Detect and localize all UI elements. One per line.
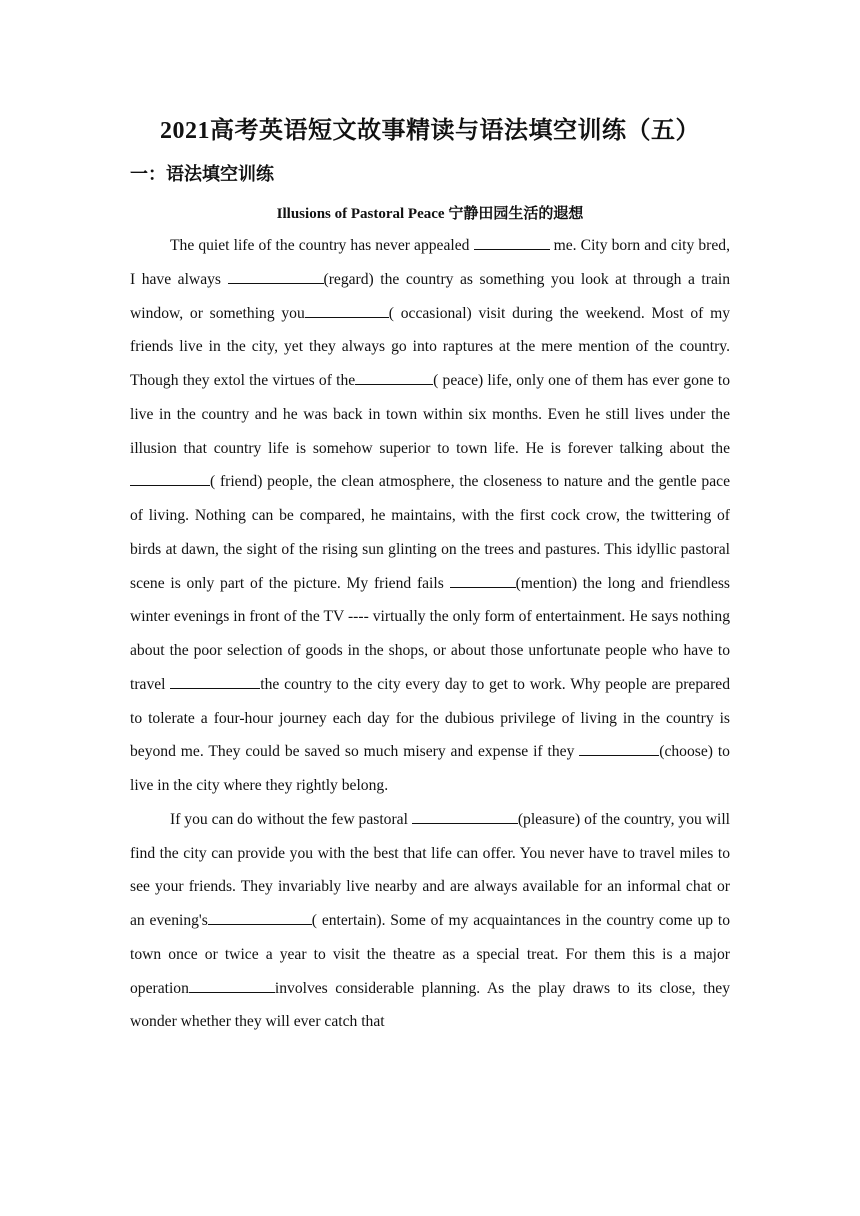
passage-title: Illusions of Pastoral Peace 宁静田园生活的遐想 xyxy=(276,206,584,222)
paragraph xyxy=(130,803,730,1039)
answer-blank[interactable] xyxy=(228,268,324,284)
document-title: 2021高考英语短文故事精读与语法填空训练（五） xyxy=(160,118,700,144)
answer-blank[interactable] xyxy=(474,234,550,250)
text-segment: (pleasure) of the country, you will find the city can provide you with the best that life can offer. You never have to travel miles to see your friends. They invariably live nearby and are always available for an informal chat or an evening's xyxy=(130,810,730,929)
text-segment: (mention) the long and friendless winter evenings in front of the TV ---- virtually the only form of entertainment. He says nothing about the poor selection of goods in the shops, or about those unfortunate people who have to travel xyxy=(130,574,730,693)
section-heading: 一：语法填空训练 xyxy=(130,164,274,184)
text-segment: (choose) to live in the city where they rightly belong. xyxy=(130,743,730,794)
text-segment: ( occasional) visit during the weekend. Most of my friends live in the city, yet they always go into raptures at the mere mention of the country. Though they extol the virtues of the xyxy=(130,304,730,389)
text-segment: ( entertain). Some of my acquaintances in the country come up to town once or twice a year to visit the theatre as a special treat. For them this is a major operation xyxy=(130,912,730,997)
text-segment: me. City born and city bred, I have always xyxy=(130,237,730,288)
text-segment: If you can do without the few pastoral xyxy=(170,810,412,828)
text-segment: ( peace) life, only one of them has ever gone to live in the country and he was back in town within six months. Even he still lives under the illusion that country life is somehow superior to town life. He is forever talking about the xyxy=(130,372,731,457)
text-segment: involves considerable planning. As the play draws to its close, they wonder whether they will ever catch that xyxy=(130,979,730,1031)
answer-blank[interactable] xyxy=(579,740,659,756)
text-segment: The quiet life of the country has never appealed xyxy=(170,237,474,254)
text-segment: (regard) the country as something you look at through a train window, or something you xyxy=(130,270,730,322)
answer-blank[interactable] xyxy=(450,572,516,588)
answer-blank[interactable] xyxy=(355,369,433,385)
answer-blank[interactable] xyxy=(170,673,260,689)
passage-body xyxy=(130,229,730,1039)
answer-blank[interactable] xyxy=(130,470,210,486)
text-segment: the country to the city every day to get to work. Why people are prepared to tolerate a four-hour journey each day for the dubious privilege of living in the country is beyond me. They could be saved so much misery and expense if they xyxy=(130,675,730,761)
answer-blank[interactable] xyxy=(412,808,518,824)
answer-blank[interactable] xyxy=(189,977,275,993)
answer-blank[interactable] xyxy=(305,302,389,318)
paragraph xyxy=(130,229,730,803)
answer-blank[interactable] xyxy=(208,909,312,925)
text-segment: ( friend) people, the clean atmosphere, the closeness to nature and the gentle pace of living. Nothing can be compared, he maintains, with the first cock crow, the twittering of birds at dawn, the sight of the rising sun glinting on the trees and pastures. This idyllic pastoral scene is only part of the picture. My friend fails xyxy=(130,473,730,592)
